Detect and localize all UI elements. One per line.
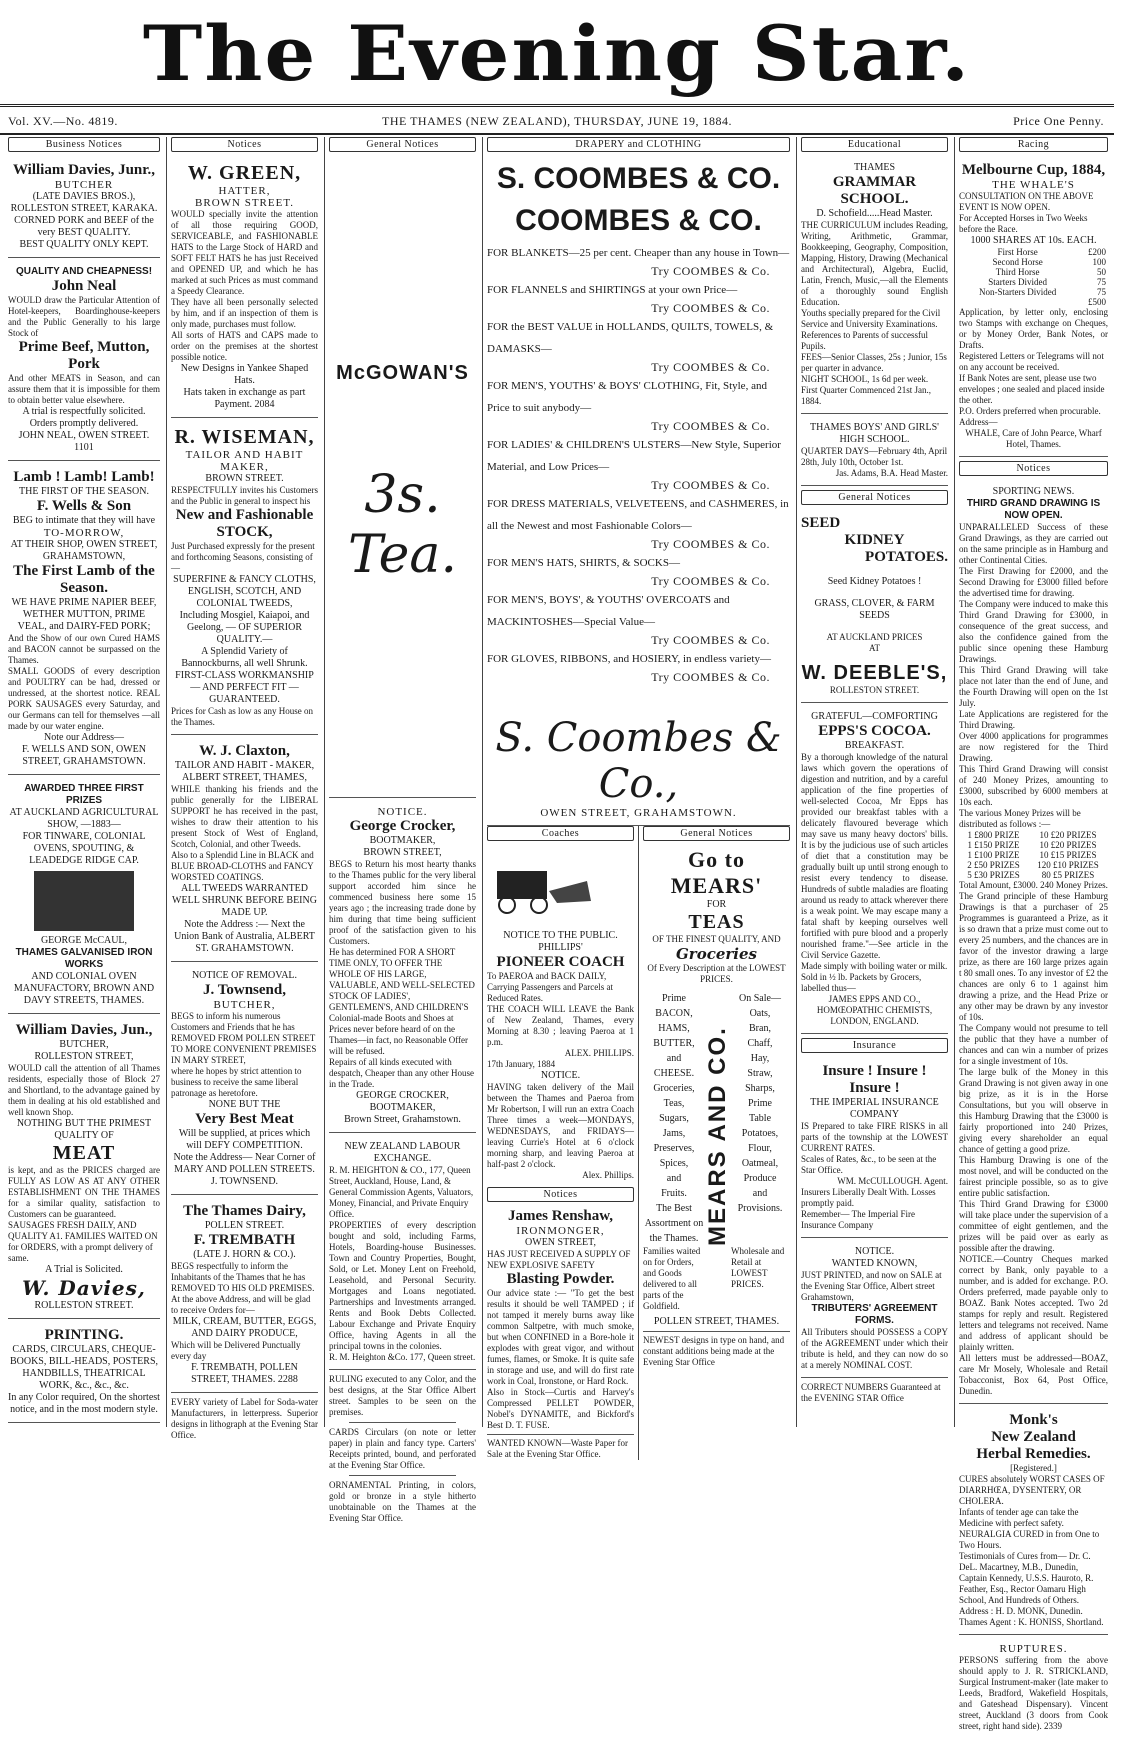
mears-left-list [643, 991, 705, 1246]
price: Price One Penny. [1013, 114, 1104, 128]
mears-list-item: HAMS, [658, 1023, 690, 1034]
mears-list-item: Bran, [749, 1023, 771, 1034]
place-and-date: THE THAMES (NEW ZEALAND), THURSDAY, JUNE 19, 1884. [381, 114, 732, 128]
section-header: Educational [801, 137, 948, 152]
column-general-notices [324, 137, 480, 1523]
whale-prize-row [959, 287, 1108, 297]
coombes-list-item: FOR GLOVES, RIBBONS, and HOSIERY, in endless variety— [487, 653, 771, 665]
prize-label: Starters Divided [988, 277, 1047, 287]
ad-labour-exchange: NEW ZEALAND LABOUR EXCHANGE. R. M. HEIGHTON & CO., 177, Queen Street, Auckland, House, Land, & General Commission Agents, Valuators, Money, Financial, and Private Enquiry Office. PROPERTIES of every description bought and sold, including Farms, Hotels, Boarding-house Businesses. Town and Country Properties, Bought, Sold, or Let. Money Lent on Freehold, Leasehold, and Personal Security. Mortgages and Loans negotiated. Partnerships and Investments arranged. Rents and Book Debts Collected. Labour Exchange and Private Enquiry Office, having Agents in all the principal towns in the colonies. R. M. Heighton &Co. 177, Queen street. [329, 1137, 476, 1370]
ad-labels: EVERY variety of Label for Soda-water Manufacturers, in letterpress. Superior designs in lithograph at the Evening Star Office. [171, 1397, 318, 1440]
mears-list-item: Prime [748, 1098, 772, 1109]
column-notices [166, 137, 322, 1440]
volume-number: Vol. XV.—No. 4819. [8, 114, 118, 128]
ad-davies: William Davies, Junr., BUTCHER (LATE DAVIES BROS.), ROLLESTON STREET, KARAKA. CORNED PORK and BEEF of the very BEST QUALITY. BEST QUALITY ONLY KEPT. [8, 158, 160, 258]
prize-value: 75 [1097, 277, 1106, 287]
coombes-list-item: FOR DRESS MATERIALS, VELVETEENS, and CASHMERES, in all the Newest and most Fashionable Colors— [487, 498, 789, 532]
mears-list-item: and [666, 1173, 682, 1184]
mears-list-item: Chaff, [747, 1038, 773, 1049]
coombes-try-line: Try COOMBES & Co. [651, 419, 770, 433]
ad-ruptures: RUPTURES. PERSONS suffering from the above should apply to J. R. STRICKLAND, Surgical Instrument-maker (late maker to Leeds, Bradford, Wakefield Hospitals, and Gateshead Dispensary). Vincent street, Auckland (3 doors from Cook street, right hand side). 2339 [959, 1643, 1108, 1731]
coombes-list-item: FOR LADIES' & CHILDREN'S ULSTERS—New Style, Superior Material, and Low Prices— [487, 439, 781, 473]
ad-coombes: S. COOMBES & CO. COOMBES & CO. FOR BLANKETS—25 per cent. Cheaper than any house in Town— Try COOMBES & Co. FOR FLANNELS and SHIRTINGS at your own Price— Try COOMBES & Co. FOR the BEST VALUE in HOLLANDS, QUILTS, TOWELS, & DAMASKS— Try COOMBES & Co. FOR MEN'S, YOUTHS' & BOYS' CLOTHING, Fit, Style, and Price to suit anybody— Try COOMBES & Co. FOR LADIES' & CHILDREN'S ULSTERS—New Style, Superior Material, and Low Prices— Try COOMBES & Co. FOR DRESS MATERIALS, VELVETEENS, and CASHMERES, in all the Newest and most Fashionable Colors— Try COOMBES & Co. FOR MEN'S HATS, SHIRTS, & SOCKS— Try COOMBES & Co. FOR MEN'S, BOYS', & YOUTHS' OVERCOATS and MACKINTOSHES—Special Value— Try COOMBES & Co. FOR GLOVES, RIBBONS, and HOSIERY, in endless variety— Try COOMBES & Co. S. Coombes & Co., OWEN STREET, GRAHAMSTOWN. [487, 158, 790, 826]
coombes-list-item: FOR MEN'S, BOYS', & YOUTHS' OVERCOATS and MACKINTOSHES—Special Value— [487, 594, 730, 628]
ad-wells: Lamb ! Lamb! Lamb! THE FIRST OF THE SEASON. F. Wells & Son BEG to intimate that they will have TO-MORROW, AT THEIR SHOP, OWEN STREET, GRAHAMSTOWN, The First Lamb of the Season. WE HAVE PRIME NAPIER BEEF, WETHER MUTTON, PRIME VEAL, and DAIRY-FED PORK; And the Show of our own Cured HAMS and BACON cannot be surpassed on the Thames. SMALL GOODS of every description and POULTRY can be had, dressed or undressed, at the shortest notice. REAL PORK SAUSAGES every Saturday, and our Germans can tell for themselves —all made by our water engine. Note our Address— F. WELLS AND SON, OWEN STREET, GRAHAMSTOWN. [8, 465, 160, 775]
section-header: Business Notices [8, 137, 160, 152]
ad-monk-remedies: Monk's New Zealand Herbal Remedies. [Registered.] CURES absolutely WORST CASES OF DIARRHŒA, DYSENTERY, OR CHOLERA. Infants of tender age can take the Medicine with perfect safety. NEURALGIA CURED in from One to Two Hours. Testimonials of Cures from— Dr. C. DeL. Macartney, M.B., Dunedin, Captain Kennedy, U.S.S. Hauroto, R. Feather, Esq., Rector Oamaru High School, And Hundreds of Others. Address : H. D. MONK, Dunedin. Thames Agent : K. HONISS, Shortland. [959, 1408, 1108, 1635]
masthead-title: The Evening Star. [142, 9, 972, 98]
ad-high-school: THAMES BOYS' AND GIRLS' HIGH SCHOOL. QUARTER DAYS—February 4th, April 28th, July 10th, October 1st. Jas. Adams, B.A. Head Master. [801, 418, 948, 486]
prize-label: Second Horse [992, 257, 1043, 267]
mears-list-item: Straw, [747, 1068, 773, 1079]
mears-list-item: Fruits. [661, 1188, 687, 1199]
drawing-prize-cell: 1 £150 PRIZE [967, 840, 1020, 850]
mears-list-item: BACON, [655, 1008, 693, 1019]
drawing-prize-cell: 120 £10 PRIZES [1037, 860, 1099, 870]
mears-vertical-brand: MEARS AND CO. [704, 1026, 731, 1246]
prize-value: 50 [1097, 267, 1106, 277]
coombes-try-line: Try COOMBES & Co. [651, 301, 770, 315]
column-drapery [482, 137, 794, 1459]
mears-list-item: Prime [662, 993, 686, 1004]
drawing-prize-table [959, 830, 1108, 880]
mears-list-item: and [666, 1053, 682, 1064]
ad-printing: PRINTING. CARDS, CIRCULARS, CHEQUE-BOOKS, BILL-HEADS, POSTERS, HANDBILLS, THEATRICAL WORK, &c., &c., &c. In any Color required, On the shortest notice, and in the most modern style. [8, 1323, 160, 1423]
oven-illustration [34, 871, 134, 931]
coombes-list-item: FOR the BEST VALUE in HOLLANDS, QUILTS, TOWELS, & DAMASKS— [487, 321, 774, 355]
drawing-prize-row [959, 860, 1108, 870]
prize-value: 100 [1092, 257, 1106, 267]
coombes-try-line: Try COOMBES & Co. [651, 574, 770, 588]
coombes-list-item: FOR BLANKETS—25 per cent. Cheaper than any house in Town— [487, 247, 790, 259]
mears-list-item: On Sale— [739, 993, 781, 1004]
masthead [0, 6, 1114, 102]
mears-section: General Notices Go to MEARS' FOR TEAS OF THE FINEST QUALITY, AND Groceries Of Every Description at the LOWEST PRICES. Prime BACON, HAMS, BUTTER, and CHEESE. Groceries, Teas, Sugars, Jams, Preserves, Spices, and Fruits. The Best Assortment on the Thames. MEARS AND CO. On Sale— Oats, Bran, Chaff, Hay, Straw, Sharps, Prime Table Potatoes, Flour, Oatmeal, Produce and Provisions. Families waited on for Orders, and Goods delivered to all parts of the Goldfield. Wholesale and Retail at LOWEST PRICES. POLLEN STREET, THAMES. NEWEST designs in type on hand, and constant additions being made at the Evening Star Office [639, 826, 790, 1460]
mears-list-item: Produce [743, 1173, 777, 1184]
ad-wiseman: R. WISEMAN, TAILOR AND HABIT MAKER, BROWN STREET. RESPECTFULLY invites his Customers and the Public in general to inspect his New and Fashionable STOCK, Just Purchased expressly for the present and forthcoming Seasons, consisting of— SUPERFINE & FANCY CLOTHS, ENGLISH, SCOTCH, AND COLONIAL TWEEDS, Including Mosgiel, Kaiapoi, and Geelong, — OF SUPERIOR QUALITY.— A Splendid Variety of Bannockburns, all well Shrunk. FIRST-CLASS WORKMANSHIP — AND PERFECT FIT — GUARANTEED. Prices for Cash as low as any House on the Thames. [171, 422, 318, 735]
coombes-list-item: FOR FLANNELS and SHIRTINGS at your own Price— [487, 284, 738, 296]
mears-list-item: CHEESE. [653, 1068, 695, 1079]
ad-claxton: W. J. Claxton, TAILOR AND HABIT - MAKER, ALBERT STREET, THAMES, WHILE thanking his friends and the public generally for the LIBERAL SUPPORT he has received in the past, wishes to draw their attention to his present Stock of West of England, Scotch, Colonial, and other Tweeds. Also to a Splendid Line in BLACK and BLUE BROAD-CLOTHS and FANCY WORSTED COATINGS. ALL TWEEDS WARRANTED WELL SHRUNK BEFORE BEING MADE UP. Note the Address :— Next the Union Bank of Australia, ALBERT ST. GRAHAMSTOWN. [171, 739, 318, 962]
column-racing: Racing Melbourne Cup, 1884, THE WHALE'S CONSULTATION ON THE ABOVE EVENT IS NOW OPEN. For Accepted Horses in Two Weeks before the Race. 1000 SHARES AT 10s. EACH. First Horse £200 Second Horse 100 Third Horse 50 Starters Divided 75 Non-Starters Divided 75 £500 Application, by letter only, enclosing two Stamps with exchange on Cheques, or by Money Order, Bank Notes, or Drafts. Registered Letters or Telegrams will not on any account be received. If Bank Notes are sent, please use two envelopes ; one sealed and placed inside the other. P.O. Orders preferred when procurable. Address— WHALE, Care of John Pearce, Wharf Hotel, Thames. Notices SPORTING NEWS. THIRD GRAND DRAWING IS NOW OPEN. UNPARALLELED Success of these Grand Drawings, as they are carried out on the same principle as in Hamburg and other Continental Cities. The First Drawing for £2000, and the Second Drawing for £3000 filled before the advertised time for drawing. The Company were induced to make this Third Grand Drawing for £3000, in consequence of the great success, and also the confidence gained from the public since opening these Hamburg Drawings. This Third Grand Drawing will take place not later than the end of June, and the Fourth Drawing will open on the 1st July. Late Applications are registered for the Third Drawing. Over 4000 applications for programmes are now registered for the Third Drawing. This Third Grand Drawing will consist of 240 Money Prizes, amounting to £3000, subscribed by 6000 members at 10s each. The various Money Prizes will be distributed as follows :— 1 £800 PRIZE 10 £20 PRIZES 1 £150 PRIZE 10 £20 PRIZES 1 £100 PRIZE 10 £15 PRIZES 2 £50 PRIZES 120 £10 PRIZES 5 £30 PRIZES 80 £5 PRIZES Total Amount, £3000. 240 Money Prizes. The Grand principle of these Hamburg Drawings is that a purchaser of 25 Programmes is guaranteed a Prize, as it is so drawn that a prize must come out to every 25 numbers, and the chances are in favor of the investor drawing a large prize, as there are 160 large prizes again t 80 small ones. To any investor of £2 the chances are only 6 to 1 against him drawing a prize, and the Head Prize or any other may be drawn by any investor of 10s. The Company would not presume to tell the public that they have a number of chances and can win a number of prizes for a single investment of 10s. The large bulk of the Money in this Grand Drawing is not given away in one big prize, as it is in the Horse Consultations, but you will observe in this Hamburg Drawing that the £3000 is fairly proportioned into 240 Prizes, giving every shareholder an equal chance of getting a good prize. This Hamburg Drawing is one of the most novel, and will be conducted on the fairest principle possible, so as to give entire public satisfaction. This Third Grand Drawing for £3000 will take place under the supervision of a committee of eight gentlemen, and the prizes will be paid over as early as possible after the drawing. NOTICE.—Country Cheques marked correct by Bank, only payable to a number, and is added for exchange. P.O. Orders preferred, made payable only to BOAZ. Bank Notes accepted. Two 2d stamps for reply and result. Registered letters and telegrams not received. Name and address of applicant should be plainly written. All letters must be addressed—BOAZ, care Mr Mosely, Wholesale and Retail Tobacconist, Box 64, Post Office, Dunedin. Monk's New Zealand Herbal Remedies. [Registered.] CURES absolutely WORST CASES OF DIARRHŒA, DYSENTERY, OR CHOLERA. Infants of tender age can take the Medicine with perfect safety. NEURALGIA CURED in from One to Two Hours. Testimonials of Cures from— Dr. C. DeL. Macartney, M.B., Dunedin, Captain Kennedy, U.S.S. Hauroto, R. Feather, Esq., Rector Oamaru High School, And Hundreds of Others. Address : H. D. MONK, Dunedin. Thames Agent : K. HONISS, Shortland. RUPTURES. PERSONS suffering from the above should apply to J. R. STRICKLAND, Surgical Instrument-maker (late maker to Leeds, Bradford, Wakefield Hospitals, and Gateshead Dispensary). Vincent street, Auckland (3 doors from Cook street, right hand side). 2339 [954, 137, 1112, 1427]
mears-right-list [731, 991, 789, 1246]
coombes-list-item: FOR MEN'S, YOUTHS' & BOYS' CLOTHING, Fit, Style, and Price to suit anybody— [487, 380, 767, 414]
ad-whale-consultation: Melbourne Cup, 1884, THE WHALE'S CONSULTATION ON THE ABOVE EVENT IS NOW OPEN. For Accepted Horses in Two Weeks before the Race. 1000 SHARES AT 10s. EACH. First Horse £200 Second Horse 100 Third Horse 50 Starters Divided 75 Non-Starters Divided 75 £500 Application, by letter only, enclosing two Stamps with exchange on Cheques, or by Money Order, Bank Notes, or Drafts. Registered Letters or Telegrams will not on any account be received. If Bank Notes are sent, please use two envelopes ; one sealed and placed inside the other. P.O. Orders preferred when procurable. Address— WHALE, Care of John Pearce, Wharf Hotel, Thames. [959, 158, 1108, 457]
mears-list-item: Spices, [659, 1158, 689, 1169]
mears-list-item: and [752, 1188, 768, 1199]
coombes-try-line: Try COOMBES & Co. [651, 478, 770, 492]
section-header: DRAPERY and CLOTHING [487, 137, 790, 152]
coaches-section: Coaches NOTICE TO THE PUBLIC. PHILLIPS' PIONEER COACH To PAEROA and BACK DAILY, Carrying Passengers and Parcels at Reduced Rates. THE COACH WILL LEAVE the Bank of New Zealand, Thames, every Morning at 8.30 ; leaving Paeroa at 1 p.m. ALEX. PHILLIPS. 17th January, 1884 NOTICE. HAVING taken delivery of the Mail between the Thames and Paeroa from Mr Robertson, I will run an extra Coach Three times a week—MONDAYS, WEDNESDAYS, and FRIDAYS—leaving Currie's Hotel at 6 o'clock morning sharp, and leaving Paeroa at half-past 2 o'clock. Alex. Phillips. Notices James Renshaw, IRONMONGER, OWEN STREET, HAS JUST RECEIVED A SUPPLY OF NEW EXPLOSIVE SAFETY Blasting Powder. Our advice state :— "To get the best results it should be well TAMPED ; if not tamped it merely burns away like common Saltpetre, with much smoke, but when CONFINED in a Bore-hole it explodes with great vigor, and without fumes, flames, or Smoke. It is quite safe in storage and use, and will do first rate work in Coal, Ironstone, or Hard Rock. Also in Stock—Curtis and Harvey's Compressed PELLET POWDER, Nobel's DYNAMITE, and Bickford's Best D. T. FUSE. WANTED KNOWN—Waste Paper for Sale at the Evening Star Office. [487, 826, 639, 1460]
coombes-try-line: Try COOMBES & Co. [651, 670, 770, 684]
prize-label: First Horse [997, 247, 1038, 257]
ad-townsend: NOTICE OF REMOVAL. J. Townsend, BUTCHER, BEGS to inform his numerous Customers and Friends that he has REMOVED FROM POLLEN STREET TO MORE CONVENIENT PREMISES IN MARY STREET, where he hopes by strict attention to business to receive the same liberal patronage as heretofore. NONE BUT THE Very Best Meat Will be supplied, at prices which will DEFY COMPETITION. Note the Address— Near Corner of MARY AND POLLEN STREETS. J. TOWNSEND. [171, 966, 318, 1195]
whale-prize-row [959, 277, 1108, 287]
drawing-prize-row [959, 870, 1108, 880]
drawing-prize-cell: 10 £20 PRIZES [1039, 830, 1097, 840]
ad-cards: CARDS Circulars (on note or letter paper) in plain and fancy type. Carters' Receipts printed, bound, and perforated at the Evening Star Office. [329, 1427, 476, 1470]
section-header: Racing [959, 137, 1108, 152]
drawing-prize-cell: 1 £100 PRIZE [967, 850, 1020, 860]
ad-mcgowans-tea: McGOWAN'S 3s. Tea. [329, 158, 476, 798]
drawing-prize-row [959, 840, 1108, 850]
mears-list-item: Teas, [663, 1098, 685, 1109]
ad-green: W. GREEN, HATTER, BROWN STREET. WOULD specially invite the attention of all those requiring GOOD, SERVICEABLE, and FASHIONABLE HATS to the Large Stock of HARD and SOFT FELT HATS he has just Received and OPENED UP, and which he has marked at such Prices as must command a Speedy Clearance. They have all been personally selected by him, and if an inspection of them is only made, purchases must follow. All sorts of HATS and CAPS made to order on the premises at the shortest possible notice. New Designs in Yankee Shaped Hats. Hats taken in exchange as part Payment. 2084 [171, 158, 318, 418]
prize-value: £200 [1088, 247, 1106, 257]
mears-list-item: Table [748, 1113, 772, 1124]
mears-list-item: Groceries, [653, 1083, 695, 1094]
mears-list-item: Jams, [662, 1128, 686, 1139]
ad-epps-cocoa: GRATEFUL—COMFORTING EPPS'S COCOA. BREAKFAST. By a thorough knowledge of the natural laws which govern the operations of digestion and nutrition, and by a careful application of the fine properties of well-selected Cocoa, Mr Epps has provided our breakfast tables with a delicately flavoured beverage which may save us many heavy doctors' bills. It is by the judicious use of such articles of diet that a constitution may be gradually built up until strong enough to resist every tendency to disease. Hundreds of subtle maladies are floating around us ready to attack wherever there is a weak point. We may escape many a fatal shaft by keeping ourselves well fortified with pure blood and a properly nourished frame."—See article in the Civil Service Gazette. Made simply with boiling water or milk. Sold in ½ lb. Packets by Grocers, labelled thus— JAMES EPPS AND CO., HOMŒOPATHIC CHEMISTS, LONDON, ENGLAND. [801, 707, 948, 1034]
mears-list-item: The Best Assortment on the Thames. [644, 1203, 704, 1244]
mears-list-item: Flour, [748, 1143, 772, 1154]
whale-prize-row [959, 257, 1108, 267]
ad-grammar-school: THAMES GRAMMAR SCHOOL. D. Schofield.....Head Master. THE CURRICULUM includes Reading, Writing, Arithmetic, Grammar, Bookkeeping, Geography, Composition, Mapping, History, Drawing (Mechanical and Architectural), Algebra, Euclid, Latin, French, Music,—all the Elements of a thoroughly sound English Education. Youths specially prepared for the Civil Service and University Examinations. References to Parents of successful Pupils. FEES—Senior Classes, 25s ; Junior, 15s per quarter in advance. NIGHT SCHOOL, 1s 6d per week. First Quarter Commenced 21st Jan., 1884. [801, 158, 948, 414]
whale-prize-row [959, 247, 1108, 257]
ad-ornamental: ORNAMENTAL Printing, in colors, gold or bronze in a style hitherto unobtainable on the Thames at the Evening Star Office. [329, 1480, 476, 1523]
ad-ruling: RULING executed to any Color, and the best designs, at the Star Office Albert street. Samples to be seen on the premises. [329, 1374, 476, 1417]
ad-mccaul: AWARDED THREE FIRST PRIZES AT AUCKLAND AGRICULTURAL SHOW, —1883— FOR TINWARE, COLONIAL OVENS, SPOUTING, & LEADEDGE RIDGE CAP. GEORGE McCAUL, THAMES GALVANISED IRON WORKS AND COLONIAL OVEN MANUFACTORY, BROWN AND DAVY STREETS, THAMES. [8, 779, 160, 1014]
mears-list-item: Oats, [749, 1008, 771, 1019]
column-business-notices [4, 137, 164, 1427]
section-header: Notices [171, 137, 318, 152]
ad-john-neal: QUALITY AND CHEAPNESS! John Neal WOULD draw the Particular Attention of Hotel-keepers, Boardinghouse-keepers and the Public Generally to his large Stock of Prime Beef, Mutton, Pork And other MEATS in Season, and can assure them that it is impossible for them to obtain better value elsewhere. A trial is respectfully solicited. Orders promptly delivered. JOHN NEAL, OWEN STREET. 1101 [8, 262, 160, 461]
prize-label [959, 297, 1076, 307]
prize-value: 75 [1097, 287, 1106, 297]
coach-illustration [487, 851, 597, 921]
ad-trembath: The Thames Dairy, POLLEN STREET. F. TREMBATH (LATE J. HORN & CO.). BEGS respectfully to inform the Inhabitants of the Thames that he has REMOVED TO HIS OLD PREMISES. At the above Address, and will be glad to receive Orders for— MILK, CREAM, BUTTER, EGGS, AND DAIRY PRODUCE, Which will be Delivered Punctually every day F. TREMBATH, POLLEN STREET, THAMES. 2288 [171, 1199, 318, 1393]
drawing-prize-cell: 10 £20 PRIZES [1039, 840, 1097, 850]
drawing-prize-row [959, 850, 1108, 860]
drawing-prize-row [959, 830, 1108, 840]
drawing-prize-cell: 10 £15 PRIZES [1039, 850, 1097, 860]
dateline [0, 104, 1114, 135]
drawing-prize-cell: 1 £800 PRIZE [967, 830, 1020, 840]
prize-value: £500 [1088, 297, 1106, 307]
drawing-prize-cell: 5 £30 PRIZES [967, 870, 1020, 880]
drawing-prize-cell: 2 £50 PRIZES [967, 860, 1020, 870]
mears-list-item: Potatoes, [741, 1128, 779, 1139]
mears-list-item: Sharps, [745, 1083, 775, 1094]
mears-list-item: Sugars, [659, 1113, 689, 1124]
whale-prize-row [959, 297, 1108, 307]
prize-label: Non-Starters Divided [979, 287, 1057, 297]
mears-list-item: Oatmeal, [741, 1158, 779, 1169]
prize-label: Third Horse [995, 267, 1040, 277]
ad-crocker: NOTICE. George Crocker, BOOTMAKER, BROWN STREET, BEGS to Return his most hearty thanks to the Thames public for the very liberal support accorded him since he commenced business here some 15 years ago ; the increasing trade done by him during that time being sufficient proof of the satisfaction given to his Customers. He has determined FOR A SHORT TIME ONLY, TO OFFER THE WHOLE OF HIS LARGE, VALUABLE, AND WELL-SELECTED STOCK OF LADIES', GENTLEMEN'S, AND CHILDREN'S Colonial-made Boots and Shoes at Prices never before heard of on the Thames—in fact, no Reasonable Offer will be refused. Repairs of all kinds executed with despatch, Cheaper than any other House in the Trade. GEORGE CROCKER, BOOTMAKER, Brown Street, Grahamstown. [329, 802, 476, 1133]
ad-deeble: SEED KIDNEY POTATOES. Seed Kidney Potatoes ! GRASS, CLOVER, & FARM SEEDS AT AUCKLAND PRICES AT W. DEEBLE'S, ROLLESTON STREET. [801, 511, 948, 703]
coombes-try-line: Try COOMBES & Co. [651, 360, 770, 374]
coombes-list [487, 242, 790, 685]
mears-list-item: Provisions. [737, 1203, 783, 1214]
ad-correct-numbers: CORRECT NUMBERS Guaranteed at the EVENING STAR Office [801, 1382, 941, 1403]
ad-william-davies: William Davies, Jun., BUTCHER, ROLLESTON STREET, WOULD call the attention of all Thames residents, especially those of Block 27 and Shortland, to the advantage gained by them in dealing at his old established and well known Shop. NOTHING BUT THE PRIMEST QUALITY OF MEAT is kept, and as the PRICES charged are FULLY AS LOW AS AT ANY OTHER ESTABLISHMENT ON THE THAMES for a similar quality, satisfaction to Customers can be guaranteed. SAUSAGES FRESH DAILY, AND QUALITY A1. FAMILIES WAITED ON for ORDERS, with a prompt delivery of same. A Trial is Solicited. W. Davies, ROLLESTON STREET. [8, 1018, 160, 1319]
coombes-list-item: FOR MEN'S HATS, SHIRTS, & SOCKS— [487, 557, 680, 569]
ad-sporting-news: SPORTING NEWS. THIRD GRAND DRAWING IS NOW OPEN. UNPARALLELED Success of these Grand Drawings, as they are carried out on the same principle as in Hamburg and other Continental Cities. The First Drawing for £2000, and the Second Drawing for £3000 filled before the advertised time for drawing. The Company were induced to make this Third Grand Drawing for £3000, in consequence of the great success, and also the confidence gained from the public since opening these Hamburg Drawings. This Third Grand Drawing will take place not later than the end of June, and the Fourth Drawing will open on the 1st July. Late Applications are registered for the Third Drawing. Over 4000 applications for programmes are now registered for the Third Drawing. This Third Grand Drawing will consist of 240 Money Prizes, amounting to £3000, subscribed by 6000 members at 10s each. The various Money Prizes will be distributed as follows :— 1 £800 PRIZE 10 £20 PRIZES 1 £150 PRIZE 10 £20 PRIZES 1 £100 PRIZE 10 £15 PRIZES 2 £50 PRIZES 120 £10 PRIZES 5 £30 PRIZES 80 £5 PRIZES Total Amount, £3000. 240 Money Prizes. The Grand principle of these Hamburg Drawings is that a purchaser of 25 Programmes is guaranteed a Prize, as it is so drawn that a prize must come out to every 25 numbers, and the chances are in favor of the investor drawing a large prize, as there are 160 large prizes again t 80 small ones. To any investor of £2 the chances are only 6 to 1 against him drawing a prize, and the Head Prize or any other may be drawn by any investor of 10s. The Company would not presume to tell the public that they have a number of chances and can win a number of prizes for a single investment of 10s. The large bulk of the Money in this Grand Drawing is not given away in one big prize, as it is in the Horse Consultations, but you will observe in this Hamburg Drawing that the £3000 is fairly proportioned into 240 Prizes, giving every shareholder an equal chance of getting a good prize. This Hamburg Drawing is one of the most novel, and will be conducted on the fairest principle possible, so as to give entire public satisfaction. This Third Grand Drawing for £3000 will take place under the supervision of a committee of eight gentlemen, and the prizes will be paid over as early as possible after the drawing. NOTICE.—Country Cheques marked correct by Bank, only payable to a number, and is added for exchange. P.O. Orders preferred, made payable only to BOAZ. Bank Notes accepted. Two 2d stamps for reply and result. Registered letters and telegrams not received. Name and address of applicant should be plainly written. All letters must be addressed—BOAZ, care Mr Mosely, Wholesale and Retail Tobacconist, Box 64, Post Office, Dunedin. [959, 482, 1108, 1404]
whale-prize-row [959, 267, 1108, 277]
ad-imperial-insurance: Insure ! Insure ! Insure ! THE IMPERIAL INSURANCE COMPANY IS Prepared to take FIRE RISKS in all parts of the township at the LOWEST CURRENT RATES. Scales of Rates, &c., to be seen at the Star Office. WM. McCULLOUGH. Agent. Insurers Liberally Dealt With. Losses promptly paid. Remember— The Imperial Fire Insurance Company [801, 1059, 948, 1238]
coombes-try-line: Try COOMBES & Co. [651, 633, 770, 647]
drawing-prize-cell: 80 £5 PRIZES [1041, 870, 1095, 880]
coombes-try-line: Try COOMBES & Co. [651, 537, 770, 551]
column-educational: Educational THAMES GRAMMAR SCHOOL. D. Schofield.....Head Master. THE CURRICULUM includes Reading, Writing, Arithmetic, Grammar, Bookkeeping, Geography, Composition, Mapping, History, Drawing (Mechanical and Architectural), Algebra, Euclid, Latin, French, Music,—all the Elements of a thoroughly sound English Education. Youths specially prepared for the Civil Service and University Examinations. References to Parents of successful Pupils. FEES—Senior Classes, 25s ; Junior, 15s per quarter in advance. NIGHT SCHOOL, 1s 6d per week. First Quarter Commenced 21st Jan., 1884. THAMES BOYS' AND GIRLS' HIGH SCHOOL. QUARTER DAYS—February 4th, April 28th, July 10th, October 1st. Jas. Adams, B.A. Head Master. General Notices SEED KIDNEY POTATOES. Seed Kidney Potatoes ! GRASS, CLOVER, & FARM SEEDS AT AUCKLAND PRICES AT W. DEEBLE'S, ROLLESTON STREET. GRATEFUL—COMFORTING EPPS'S COCOA. BREAKFAST. By a thorough knowledge of the natural laws which govern the operations of digestion and nutrition, and by a careful application of the fine properties of well-selected Cocoa, Mr Epps has provided our breakfast tables with a delicately flavoured beverage which may save us many heavy doctors' bills. It is by the judicious use of such articles of diet that a constitution may be gradually built up until strong enough to resist every tendency to disease. Hundreds of subtle maladies are floating around us ready to attack wherever there is a weak point. We may escape many a fatal shaft by keeping ourselves well fortified with pure blood and a properly nourished frame."—See article in the Civil Service Gazette. Made simply with boiling water or milk. Sold in ½ lb. Packets by Grocers, labelled thus— JAMES EPPS AND CO., HOMŒOPATHIC CHEMISTS, LONDON, ENGLAND. Insurance Insure ! Insure ! Insure ! THE IMPERIAL INSURANCE COMPANY IS Prepared to take FIRE RISKS in all parts of the township at the LOWEST CURRENT RATES. Scales of Rates, &c., to be seen at the Star Office. WM. McCULLOUGH. Agent. Insurers Liberally Dealt With. Losses promptly paid. Remember— The Imperial Fire Insurance Company NOTICE. WANTED KNOWN, JUST PRINTED, and now on SALE at the Evening Star Office, Albert street Grahamstown, TRIBUTERS' AGREEMENT FORMS. All Tributers should POSSESS a COPY of the AGREEMENT under which their tribute is held, and they can now do so at a merely NOMINAL COST. CORRECT NUMBERS Guaranteed at the EVENING STAR Office [796, 137, 952, 1427]
mears-list-item: Preserves, [653, 1143, 695, 1154]
whale-prize-table [959, 247, 1108, 307]
section-header: General Notices [329, 137, 476, 152]
ad-tributers: NOTICE. WANTED KNOWN, JUST PRINTED, and now on SALE at the Evening Star Office, Albert street Grahamstown, TRIBUTERS' AGREEMENT FORMS. All Tributers should POSSESS a COPY of the AGREEMENT under which their tribute is held, and they can now do so at a merely NOMINAL COST. [801, 1242, 948, 1378]
coombes-try-line: Try COOMBES & Co. [651, 264, 770, 278]
mears-list-item: BUTTER, [653, 1038, 695, 1049]
mears-list-item: Hay, [750, 1053, 770, 1064]
